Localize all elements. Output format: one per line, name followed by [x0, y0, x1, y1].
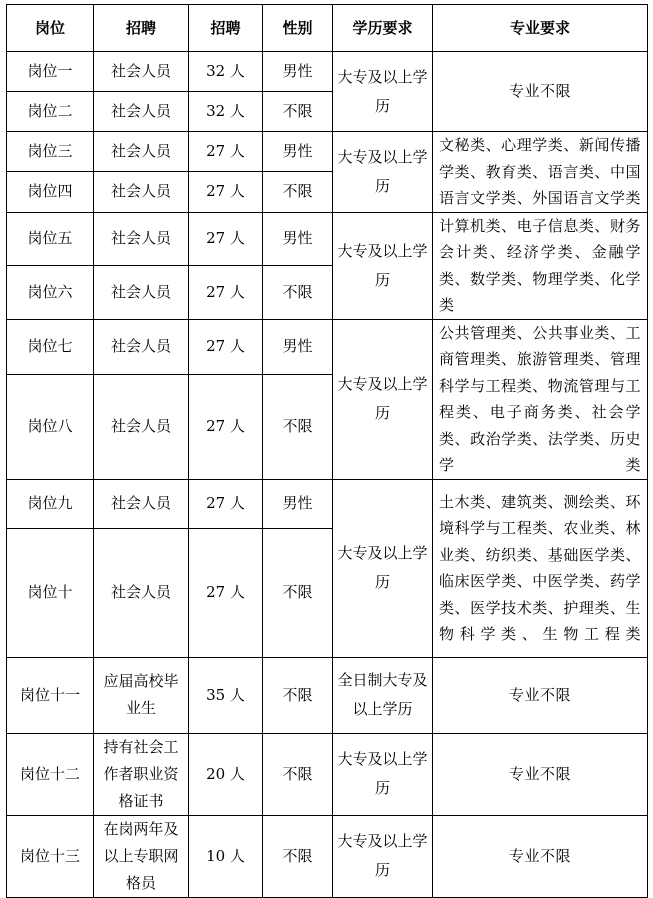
gender-cell: 不限: [263, 815, 333, 897]
recruit-type-cell: 社会人员: [94, 92, 189, 132]
major-cell: 专业不限: [433, 733, 648, 815]
table-row: [7, 733, 648, 815]
position-cell: 岗位九: [7, 479, 94, 528]
recruit-type-cell: 社会人员: [94, 319, 189, 374]
count-cell: 35 人: [189, 657, 263, 733]
count-cell: 27 人: [189, 528, 263, 657]
count-cell: 32 人: [189, 52, 263, 92]
count-cell: 27 人: [189, 479, 263, 528]
education-cell: 大专及以上学历: [333, 479, 433, 657]
position-cell: 岗位七: [7, 319, 94, 374]
position-cell: 岗位四: [7, 172, 94, 212]
position-cell: 岗位二: [7, 92, 94, 132]
position-cell: 岗位十一: [7, 657, 94, 733]
recruit-type-cell: 社会人员: [94, 528, 189, 657]
position-cell: 岗位十二: [7, 733, 94, 815]
recruit-type-cell: 社会人员: [94, 212, 189, 266]
recruitment-table: [6, 4, 648, 898]
gender-cell: 不限: [263, 172, 333, 212]
position-cell: 岗位十: [7, 528, 94, 657]
recruit-type-cell: 社会人员: [94, 479, 189, 528]
table-row: [7, 212, 648, 266]
recruit-type-cell: 持有社会工作者职业资格证书: [94, 733, 189, 815]
major-cell: 专业不限: [433, 815, 648, 897]
recruit-type-cell: 社会人员: [94, 52, 189, 92]
gender-cell: 男性: [263, 319, 333, 374]
table-row: [7, 479, 648, 528]
gender-cell: 不限: [263, 528, 333, 657]
education-cell: 大专及以上学历: [333, 815, 433, 897]
position-cell: 岗位一: [7, 52, 94, 92]
header-recruit-type: 招聘: [94, 5, 189, 52]
major-cell: 土木类、建筑类、测绘类、环境科学与工程类、农业类、林业类、纺织类、基础医学类、临床医学类、中医学类、药学类、医学技术类、护理类、生物科学类、生物工程类: [433, 479, 648, 657]
education-cell: 大专及以上学历: [333, 132, 433, 213]
count-cell: 27 人: [189, 266, 263, 320]
major-cell: 专业不限: [433, 52, 648, 132]
header-count: 招聘: [189, 5, 263, 52]
header-position: 岗位: [7, 5, 94, 52]
education-cell: 大专及以上学历: [333, 212, 433, 319]
gender-cell: 不限: [263, 92, 333, 132]
table-row: [7, 657, 648, 733]
header-row: [7, 5, 648, 52]
major-cell: 计算机类、电子信息类、财务会计类、经济学类、金融学类、数学类、物理学类、化学类: [433, 212, 648, 319]
gender-cell: 男性: [263, 52, 333, 92]
gender-cell: 不限: [263, 266, 333, 320]
count-cell: 27 人: [189, 212, 263, 266]
position-cell: 岗位三: [7, 132, 94, 172]
recruit-type-cell: 社会人员: [94, 266, 189, 320]
count-cell: 10 人: [189, 815, 263, 897]
recruit-type-cell: 社会人员: [94, 132, 189, 172]
education-cell: 大专及以上学历: [333, 319, 433, 479]
count-cell: 27 人: [189, 374, 263, 479]
header-gender: 性别: [263, 5, 333, 52]
gender-cell: 不限: [263, 657, 333, 733]
major-cell: 文秘类、心理学类、新闻传播学类、教育类、语言类、中国语言文学类、外国语言文学类: [433, 132, 648, 213]
count-cell: 20 人: [189, 733, 263, 815]
gender-cell: 不限: [263, 374, 333, 479]
education-cell: 大专及以上学历: [333, 733, 433, 815]
education-cell: 全日制大专及以上学历: [333, 657, 433, 733]
gender-cell: 男性: [263, 479, 333, 528]
table-row: [7, 319, 648, 374]
position-cell: 岗位十三: [7, 815, 94, 897]
education-cell: 大专及以上学历: [333, 52, 433, 132]
count-cell: 27 人: [189, 172, 263, 212]
gender-cell: 男性: [263, 212, 333, 266]
header-major: 专业要求: [433, 5, 648, 52]
recruit-type-cell: 在岗两年及以上专职网格员: [94, 815, 189, 897]
gender-cell: 不限: [263, 733, 333, 815]
table-row: [7, 132, 648, 172]
header-education: 学历要求: [333, 5, 433, 52]
table-row: [7, 52, 648, 92]
count-cell: 27 人: [189, 319, 263, 374]
recruit-type-cell: 社会人员: [94, 374, 189, 479]
position-cell: 岗位五: [7, 212, 94, 266]
table-row: [7, 815, 648, 897]
position-cell: 岗位六: [7, 266, 94, 320]
count-cell: 27 人: [189, 132, 263, 172]
major-cell: 公共管理类、公共事业类、工商管理类、旅游管理类、管理科学与工程类、物流管理与工程类、电子商务类、社会学类、政治学类、法学类、历史学类: [433, 319, 648, 479]
recruit-type-cell: 应届高校毕业生: [94, 657, 189, 733]
recruit-type-cell: 社会人员: [94, 172, 189, 212]
gender-cell: 男性: [263, 132, 333, 172]
count-cell: 32 人: [189, 92, 263, 132]
position-cell: 岗位八: [7, 374, 94, 479]
major-cell: 专业不限: [433, 657, 648, 733]
